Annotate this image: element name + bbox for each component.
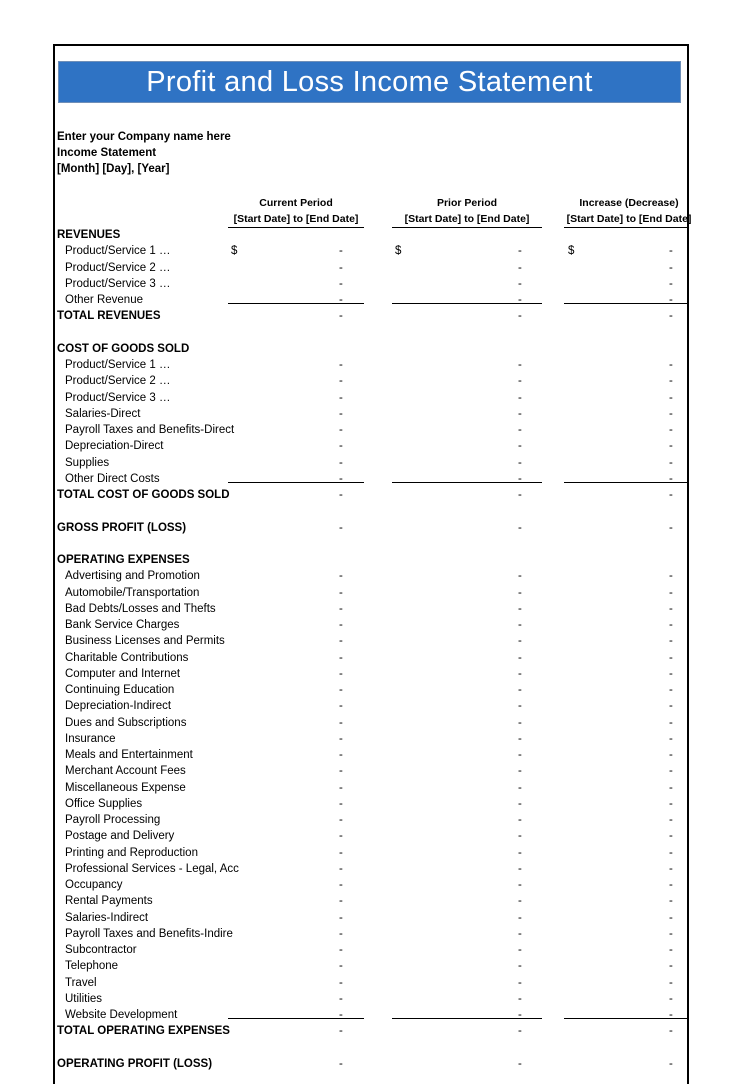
value-cell-2: -	[518, 619, 522, 631]
cogs-item	[0, 473, 736, 489]
opex-item	[0, 635, 736, 651]
value-cell-1: -	[339, 992, 343, 1005]
opex-item	[0, 684, 736, 700]
value-cell-2: -	[518, 862, 522, 875]
value-cell-2: -	[518, 521, 522, 534]
opex-item	[0, 749, 736, 765]
value-cell-1: -	[339, 375, 343, 388]
currency-symbol-3: $	[568, 245, 575, 258]
value-cell-1: -	[339, 602, 343, 615]
value-cell-3: -	[669, 700, 673, 713]
opex-item	[0, 928, 736, 944]
value-cell-1: -	[339, 635, 343, 648]
value-cell-3: -	[669, 570, 673, 583]
line-item-label: Bad Debts/Losses and Thefts	[65, 602, 216, 615]
opex-item	[0, 847, 736, 863]
value-cell-1: -	[339, 261, 343, 274]
revenues-total	[0, 310, 736, 326]
value-cell-3: -	[669, 245, 673, 258]
value-cell-2: -	[518, 700, 522, 713]
value-cell-3: -	[669, 716, 673, 729]
value-cell-3: -	[669, 749, 673, 761]
currency-symbol-1: $	[231, 245, 238, 258]
column-current-underline	[228, 227, 364, 228]
value-cell-1: -	[339, 944, 343, 956]
line-item-label: Product/Service 3 …	[65, 277, 171, 290]
value-cell-1: -	[339, 1025, 343, 1038]
value-cell-3: -	[669, 862, 673, 875]
line-item-label: Rental Payments	[65, 895, 153, 908]
section-label: COST OF GOODS SOLD	[57, 342, 190, 355]
line-item-label: Salaries-Indirect	[65, 911, 149, 924]
column-change-range: [Start Date] to [End Date]	[566, 213, 692, 225]
opex-total	[0, 1025, 736, 1041]
total-underline-1	[228, 1018, 364, 1019]
value-cell-3: -	[669, 635, 673, 648]
value-cell-2: -	[518, 651, 522, 664]
opex-item	[0, 717, 736, 733]
value-cell-1: -	[339, 294, 343, 306]
line-item-label: Business Licenses and Permits	[65, 635, 225, 648]
opex-item	[0, 652, 736, 668]
value-cell-1: -	[339, 797, 343, 810]
value-cell-3: -	[669, 895, 673, 908]
opex-item	[0, 782, 736, 798]
currency-symbol-2: $	[395, 245, 402, 258]
value-cell-3: -	[669, 359, 673, 371]
value-cell-2: -	[518, 749, 522, 761]
line-item-label: Other Revenue	[65, 294, 143, 306]
value-cell-3: -	[669, 732, 673, 745]
line-item-label: Depreciation-Indirect	[65, 700, 172, 713]
opex-item	[0, 668, 736, 684]
value-cell-3: -	[669, 797, 673, 810]
line-item-label: Other Direct Costs	[65, 472, 160, 485]
line-item-label: Supplies	[65, 456, 110, 469]
section-label: GROSS PROFIT (LOSS)	[57, 521, 187, 534]
opex-item	[0, 944, 736, 960]
opex-item	[0, 570, 736, 586]
opex-item	[0, 733, 736, 749]
value-cell-2: -	[518, 765, 522, 778]
value-cell-3: -	[669, 667, 673, 680]
value-cell-2: -	[518, 667, 522, 680]
line-item-label: Miscellaneous Expense	[65, 781, 186, 794]
value-cell-1: -	[339, 684, 343, 696]
value-cell-3: -	[669, 651, 673, 664]
value-cell-1: -	[339, 960, 343, 973]
line-item-label: Website Development	[65, 1009, 178, 1021]
value-cell-1: -	[339, 895, 343, 908]
cogs-item	[0, 375, 736, 391]
value-cell-3: -	[669, 521, 673, 534]
value-cell-1: -	[339, 424, 343, 436]
value-cell-3: -	[669, 830, 673, 843]
value-cell-1: -	[339, 391, 343, 404]
value-cell-1: -	[339, 716, 343, 729]
value-cell-2: -	[518, 261, 522, 274]
value-cell-1: -	[339, 1057, 343, 1070]
line-item-label: Insurance	[65, 732, 116, 745]
opex-item	[0, 977, 736, 993]
opex-item	[0, 993, 736, 1009]
value-cell-1: -	[339, 700, 343, 713]
value-cell-2: -	[518, 456, 522, 469]
value-cell-1: -	[339, 440, 343, 453]
value-cell-3: -	[669, 472, 673, 485]
line-item-label: Meals and Entertainment	[65, 749, 193, 761]
total-underline-3	[564, 303, 689, 304]
line-item-label: Product/Service 1 …	[65, 359, 171, 371]
column-current-title: Current Period	[259, 197, 333, 209]
opex-item	[0, 1009, 736, 1025]
line-item-label: Payroll Taxes and Benefits-Indire	[65, 927, 233, 940]
value-cell-3: -	[669, 261, 673, 274]
opex-item	[0, 798, 736, 814]
value-cell-1: -	[339, 749, 343, 761]
opex-item	[0, 863, 736, 879]
opex-item	[0, 765, 736, 781]
value-cell-3: -	[669, 277, 673, 290]
line-item-label: Depreciation-Direct	[65, 440, 164, 453]
value-cell-2: -	[518, 732, 522, 745]
opex-item	[0, 879, 736, 895]
value-cell-3: -	[669, 456, 673, 469]
value-cell-3: -	[669, 684, 673, 696]
line-item-label: Charitable Contributions	[65, 651, 189, 664]
value-cell-1: -	[339, 846, 343, 859]
statement-date: [Month] [Day], [Year]	[57, 163, 170, 175]
revenues-heading	[0, 229, 736, 245]
line-item-label: Advertising and Promotion	[65, 570, 200, 583]
value-cell-2: -	[518, 960, 522, 973]
total-underline-3	[564, 482, 689, 483]
line-item-label: Bank Service Charges	[65, 619, 180, 631]
value-cell-1: -	[339, 976, 343, 989]
value-cell-1: -	[339, 472, 343, 485]
value-cell-2: -	[518, 976, 522, 989]
value-cell-3: -	[669, 424, 673, 436]
value-cell-3: -	[669, 781, 673, 794]
value-cell-2: -	[518, 440, 522, 453]
operating-profit-row	[0, 1058, 736, 1074]
value-cell-2: -	[518, 294, 522, 306]
value-cell-2: -	[518, 895, 522, 908]
column-change-title: Increase (Decrease)	[579, 197, 679, 209]
value-cell-2: -	[518, 911, 522, 924]
value-cell-3: -	[669, 976, 673, 989]
line-item-label: Professional Services - Legal, Acc	[65, 862, 239, 875]
value-cell-3: -	[669, 1057, 673, 1070]
value-cell-2: -	[518, 570, 522, 583]
value-cell-3: -	[669, 440, 673, 453]
value-cell-2: -	[518, 602, 522, 615]
cogs-item	[0, 457, 736, 473]
column-prior-range: [Start Date] to [End Date]	[404, 213, 530, 225]
value-cell-1: -	[339, 732, 343, 745]
section-label: TOTAL OPERATING EXPENSES	[57, 1025, 230, 1038]
value-cell-2: -	[518, 489, 522, 501]
value-cell-1: -	[339, 862, 343, 875]
opex-item	[0, 830, 736, 846]
value-cell-3: -	[669, 586, 673, 599]
value-cell-1: -	[339, 407, 343, 420]
value-cell-2: -	[518, 781, 522, 794]
column-change-underline	[564, 227, 689, 228]
line-item-label: Salaries-Direct	[65, 407, 141, 420]
value-cell-3: -	[669, 992, 673, 1005]
line-item-label: Merchant Account Fees	[65, 765, 186, 778]
opex-item	[0, 895, 736, 911]
value-cell-2: -	[518, 1057, 522, 1070]
line-item-label: Product/Service 3 …	[65, 391, 171, 404]
cogs-item	[0, 392, 736, 408]
value-cell-1: -	[339, 765, 343, 778]
opex-item	[0, 603, 736, 619]
value-cell-2: -	[518, 992, 522, 1005]
cogs-heading	[0, 343, 736, 359]
value-cell-1: -	[339, 245, 343, 258]
line-item-label: Printing and Reproduction	[65, 846, 198, 859]
value-cell-1: -	[339, 667, 343, 680]
line-item-label: Occupancy	[65, 879, 123, 891]
value-cell-1: -	[339, 911, 343, 924]
line-item-label: Utilities	[65, 992, 103, 1005]
value-cell-2: -	[518, 472, 522, 485]
line-item-label: Continuing Education	[65, 684, 175, 696]
section-label: REVENUES	[57, 229, 121, 241]
value-cell-3: -	[669, 960, 673, 973]
section-label: TOTAL COST OF GOODS SOLD	[57, 489, 230, 501]
statement-title-banner: Profit and Loss Income Statement	[58, 61, 681, 103]
value-cell-2: -	[518, 424, 522, 436]
value-cell-2: -	[518, 245, 522, 258]
line-item-label: Office Supplies	[65, 797, 143, 810]
value-cell-3: -	[669, 911, 673, 924]
cogs-item	[0, 408, 736, 424]
value-cell-2: -	[518, 944, 522, 956]
line-item-label: Travel	[65, 976, 97, 989]
value-cell-1: -	[339, 879, 343, 891]
line-item-label: Automobile/Transportation	[65, 586, 200, 599]
line-item-label: Product/Service 2 …	[65, 375, 171, 388]
revenues-item	[0, 245, 736, 261]
value-cell-3: -	[669, 375, 673, 388]
opex-item	[0, 619, 736, 635]
value-cell-1: -	[339, 359, 343, 371]
value-cell-1: -	[339, 927, 343, 940]
total-underline-2	[392, 1018, 542, 1019]
value-cell-2: -	[518, 846, 522, 859]
column-prior-title: Prior Period	[436, 197, 498, 209]
value-cell-1: -	[339, 586, 343, 599]
value-cell-1: -	[339, 651, 343, 664]
value-cell-2: -	[518, 1009, 522, 1021]
value-cell-1: -	[339, 781, 343, 794]
cogs-item	[0, 424, 736, 440]
value-cell-3: -	[669, 1009, 673, 1021]
cogs-item	[0, 440, 736, 456]
total-underline-2	[392, 482, 542, 483]
value-cell-2: -	[518, 830, 522, 843]
value-cell-3: -	[669, 407, 673, 420]
line-item-label: Dues and Subscriptions	[65, 716, 187, 729]
opex-item	[0, 700, 736, 716]
opex-item	[0, 912, 736, 928]
value-cell-3: -	[669, 602, 673, 615]
line-item-label: Product/Service 2 …	[65, 261, 171, 274]
section-label: OPERATING PROFIT (LOSS)	[57, 1057, 213, 1070]
opex-heading	[0, 554, 736, 570]
total-underline-1	[228, 482, 364, 483]
value-cell-3: -	[669, 927, 673, 940]
value-cell-1: -	[339, 570, 343, 583]
total-underline-2	[392, 303, 542, 304]
value-cell-1: -	[339, 814, 343, 826]
value-cell-3: -	[669, 944, 673, 956]
value-cell-3: -	[669, 294, 673, 306]
value-cell-2: -	[518, 879, 522, 891]
company-name: Enter your Company name here	[57, 131, 231, 143]
value-cell-2: -	[518, 277, 522, 290]
gross-profit-row	[0, 522, 736, 538]
value-cell-1: -	[339, 1009, 343, 1021]
line-item-label: Computer and Internet	[65, 667, 181, 680]
value-cell-3: -	[669, 489, 673, 501]
value-cell-2: -	[518, 716, 522, 729]
line-item-label: Telephone	[65, 960, 119, 973]
cogs-item	[0, 359, 736, 375]
column-prior-underline	[392, 227, 542, 228]
revenues-item	[0, 262, 736, 278]
value-cell-1: -	[339, 619, 343, 631]
value-cell-1: -	[339, 830, 343, 843]
value-cell-2: -	[518, 310, 522, 323]
value-cell-2: -	[518, 359, 522, 371]
value-cell-3: -	[669, 391, 673, 404]
value-cell-2: -	[518, 1025, 522, 1038]
revenues-item	[0, 294, 736, 310]
line-item-label: Payroll Taxes and Benefits-Direct	[65, 424, 235, 436]
value-cell-1: -	[339, 277, 343, 290]
total-underline-1	[228, 303, 364, 304]
statement-name: Income Statement	[57, 147, 157, 159]
line-item-label: Subcontractor	[65, 944, 137, 956]
value-cell-1: -	[339, 521, 343, 534]
opex-item	[0, 587, 736, 603]
value-cell-2: -	[518, 927, 522, 940]
opex-item	[0, 960, 736, 976]
value-cell-2: -	[518, 797, 522, 810]
value-cell-2: -	[518, 635, 522, 648]
value-cell-3: -	[669, 619, 673, 631]
value-cell-3: -	[669, 846, 673, 859]
opex-item	[0, 814, 736, 830]
value-cell-2: -	[518, 586, 522, 599]
value-cell-2: -	[518, 407, 522, 420]
line-item-label: Payroll Processing	[65, 814, 161, 826]
line-item-label: Product/Service 1 …	[65, 245, 171, 258]
value-cell-3: -	[669, 765, 673, 778]
total-underline-3	[564, 1018, 689, 1019]
section-label: OPERATING EXPENSES	[57, 554, 190, 566]
value-cell-1: -	[339, 310, 343, 323]
revenues-item	[0, 278, 736, 294]
value-cell-2: -	[518, 684, 522, 696]
value-cell-3: -	[669, 814, 673, 826]
value-cell-2: -	[518, 375, 522, 388]
line-item-label: Postage and Delivery	[65, 830, 175, 843]
value-cell-3: -	[669, 310, 673, 323]
section-label: TOTAL REVENUES	[57, 310, 161, 323]
column-current-range: [Start Date] to [End Date]	[233, 213, 359, 225]
value-cell-3: -	[669, 879, 673, 891]
value-cell-1: -	[339, 456, 343, 469]
value-cell-1: -	[339, 489, 343, 501]
value-cell-2: -	[518, 391, 522, 404]
value-cell-2: -	[518, 814, 522, 826]
cogs-total	[0, 489, 736, 505]
value-cell-3: -	[669, 1025, 673, 1038]
